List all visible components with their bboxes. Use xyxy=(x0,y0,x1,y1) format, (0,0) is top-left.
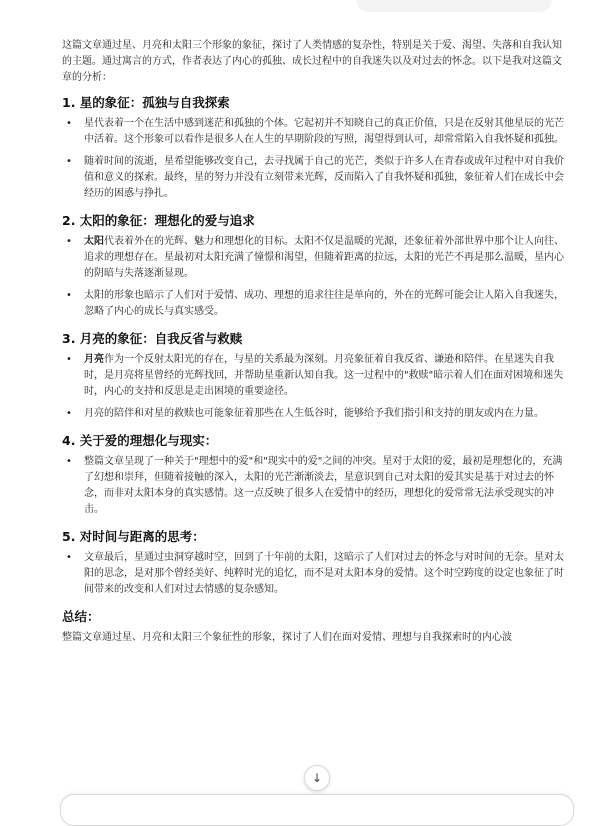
bold-term: 月亮 xyxy=(84,354,104,365)
bullet-list xyxy=(62,234,567,320)
section-heading: 4. 关于爱的理想化与现实： xyxy=(62,433,218,448)
section-heading: 3. 月亮的象征：自我反省与救赎 xyxy=(62,331,243,346)
list-item xyxy=(62,234,567,282)
list-item xyxy=(62,116,567,148)
message-composer[interactable] xyxy=(60,794,574,826)
bullet-icon: • xyxy=(66,552,72,563)
list-item-text: 文章最后，星通过虫洞穿越时空，回到了十年前的太阳，这暗示了人们对过去的怀念与对时间的无奈。星对太阳的思念，是对那个曾经美好、纯粹时光的追忆，而不是对太阳本身的爱情。这个时空跨度的设定也象征了时间带来的改变和人们对过去情感的复杂感知。 xyxy=(84,552,564,595)
bullet-icon: • xyxy=(66,456,72,467)
bullet-list xyxy=(62,550,567,598)
section-heading: 5. 对时间与距离的思考： xyxy=(62,529,205,544)
list-item xyxy=(62,154,567,202)
bullet-icon: • xyxy=(66,118,72,129)
analysis-sections xyxy=(62,94,567,598)
bullet-list xyxy=(62,454,567,518)
summary-heading: 总结： xyxy=(62,609,100,624)
scroll-down-button[interactable] xyxy=(304,765,330,791)
bullet-icon: • xyxy=(66,408,72,419)
bullet-icon: • xyxy=(66,156,72,167)
summary-paragraph: 整篇文章通过星、月亮和太阳三个象征性的形象，探讨了人们在面对爱情、理想与自我探索时的内心波 xyxy=(62,632,512,643)
list-item-text: 星代表着一个在生活中感到迷茫和孤独的个体。它起初并不知晓自己的真正价值，只是在反射其他星辰的光芒中活着。这个形象可以看作是很多人在人生的早期阶段的写照，渴望得到认可，却常常陷入自我怀疑和孤独。 xyxy=(84,118,564,145)
bullet-list xyxy=(62,116,567,202)
bullet-icon: • xyxy=(66,290,72,301)
list-item xyxy=(62,406,567,422)
section-heading: 1. 星的象征：孤独与自我探索 xyxy=(62,95,230,110)
bullet-list xyxy=(62,352,567,422)
bullet-icon: • xyxy=(66,354,72,365)
list-item xyxy=(62,352,567,400)
list-item-text: 随着时间的流逝，星希望能够改变自己，去寻找属于自己的光芒，类似于许多人在青春或成年过程中对自我价值和意义的探索。最终，星的努力并没有立刻带来光辉，反而陷入了自我怀疑和孤独，象征着人们在成长中会经历的困惑与挣扎。 xyxy=(84,156,564,199)
list-item-text: 月亮的陪伴和对星的救赎也可能象征着那些在人生低谷时，能够给予我们指引和支持的朋友或内在力量。 xyxy=(84,408,544,419)
section-heading: 2. 太阳的象征：理想化的爱与追求 xyxy=(62,213,255,228)
list-item xyxy=(62,288,567,320)
intro-paragraph: 这篇文章通过星、月亮和太阳三个形象的象征，探讨了人类情感的复杂性，特别是关于爱、渴望、失落和自我认知的主题。通过寓言的方式，作者表达了内心的孤独、成长过程中的自我迷失以及对过去的怀念。以下是我对这篇文章的分析： xyxy=(62,40,562,83)
bold-term: 太阳 xyxy=(84,236,104,247)
list-item-text: 太阳的形象也暗示了人们对于爱情、成功、理想的追求往往是单向的，外在的光辉可能会让人陷入自我迷失，忽略了内心的成长与真实感受。 xyxy=(84,290,564,317)
list-item xyxy=(62,454,567,518)
list-item-text: 作为一个反射太阳光的存在，与星的关系最为深刻。月亮象征着自我反省、谦逊和陪伴。在星迷失自我时，是月亮将星曾经的光辉找回，并帮助星重新认知自我。这一过程中的"救赎"暗示着人们在面对困境和迷失时，内心的支持和反思是走出困境的重要途径。 xyxy=(84,354,564,397)
list-item-text: 整篇文章呈现了一种关于"理想中的爱"和"现实中的爱"之间的冲突。星对于太阳的爱，最初是理想化的，充满了幻想和崇拜，但随着接触的深入，太阳的光芒渐渐淡去，星意识到自己对太阳的爱其实是基于对过去的怀念，而非对太阳本身的真实感情。这一点反映了很多人在爱情中的经历，理想化的爱常常无法承受现实的冲击。 xyxy=(84,456,563,515)
top-input-bar xyxy=(356,0,552,12)
list-item-text: 代表着外在的光辉、魅力和理想化的目标。太阳不仅是温暖的光源，还象征着外部世界中那个让人向往、追求的理想存在。星最初对太阳充满了憧憬和渴望，但随着距离的拉远，太阳的光芒不再是那么温暖，星内心的阴暗与失落逐渐显现。 xyxy=(84,236,564,279)
list-item xyxy=(62,550,567,598)
arrow-down-icon: ↓ xyxy=(311,771,323,785)
assistant-message xyxy=(62,38,567,646)
bullet-icon: • xyxy=(66,236,72,247)
